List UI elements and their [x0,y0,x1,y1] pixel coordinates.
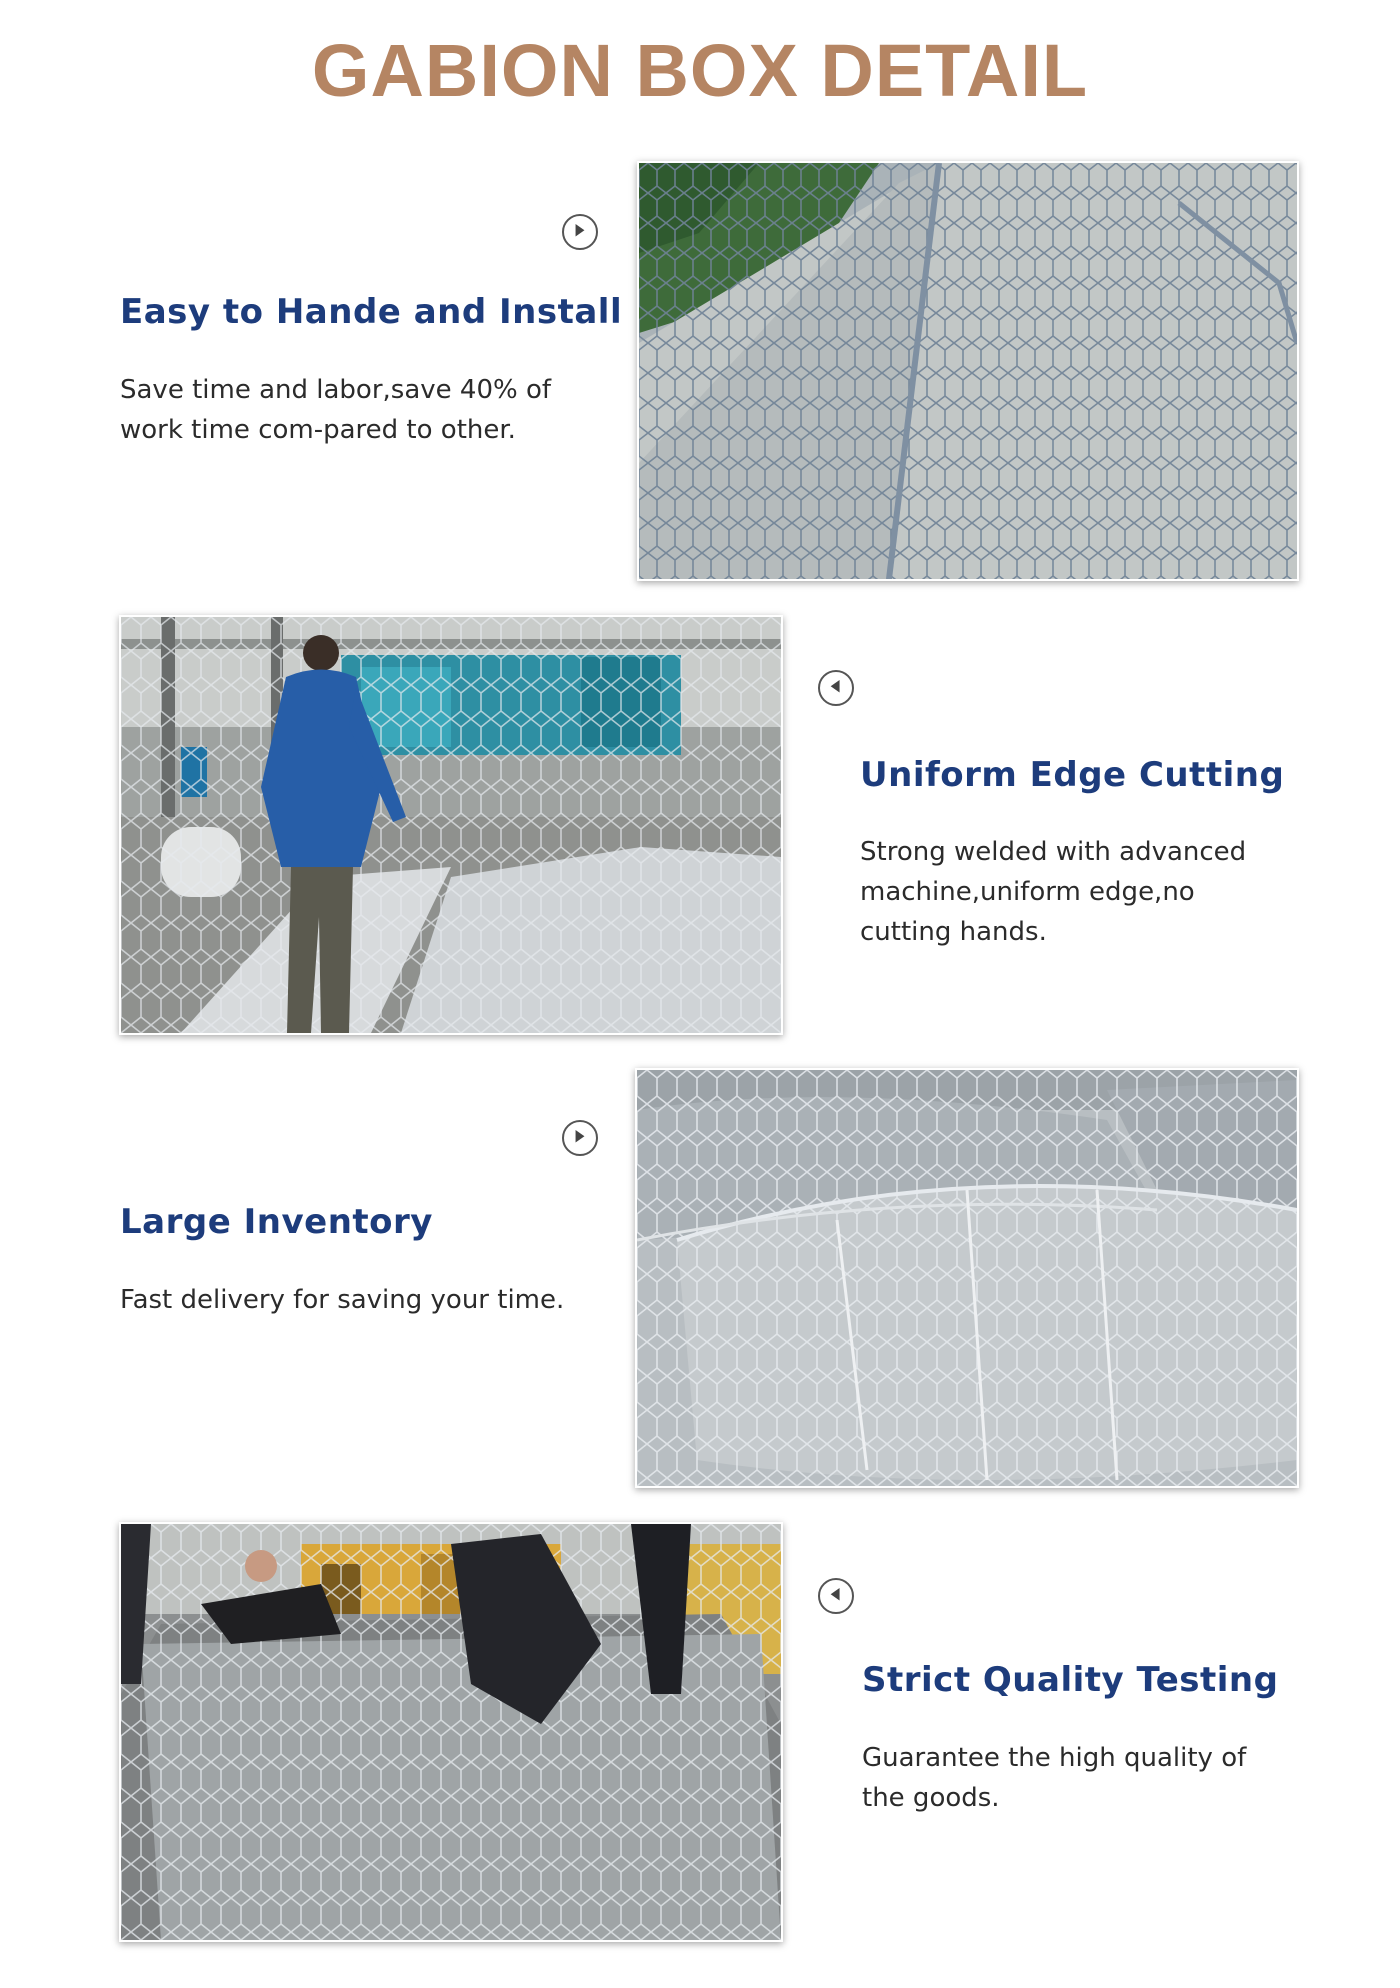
feature-description: Save time and labor,save 40% of work time com-pared to other. [120,375,552,445]
arrow-right-circle-icon [562,1120,598,1156]
feature-photo-quality-testing [119,1522,783,1942]
page-title: GABION BOX DETAIL [311,29,1089,112]
feature-heading: Uniform Edge Cutting [860,755,1285,795]
feature-heading: Strict Quality Testing [862,1660,1279,1700]
feature-photo-gabion-row [637,161,1299,581]
arrow-left-circle-icon [818,1578,854,1614]
feature-photo-inventory-stack [635,1068,1299,1488]
arrow-right-circle-icon [562,214,598,250]
feature-description: Fast delivery for saving your time. [120,1285,565,1315]
feature-description: Guarantee the high quality of the goods. [862,1743,1247,1813]
feature-photo-factory-worker [119,615,783,1035]
feature-heading: Easy to Hande and Install [120,292,623,332]
feature-heading: Large Inventory [120,1202,433,1242]
arrow-left-circle-icon [818,670,854,706]
feature-description: Strong welded with advanced machine,uniform edge,no cutting hands. [860,837,1247,947]
